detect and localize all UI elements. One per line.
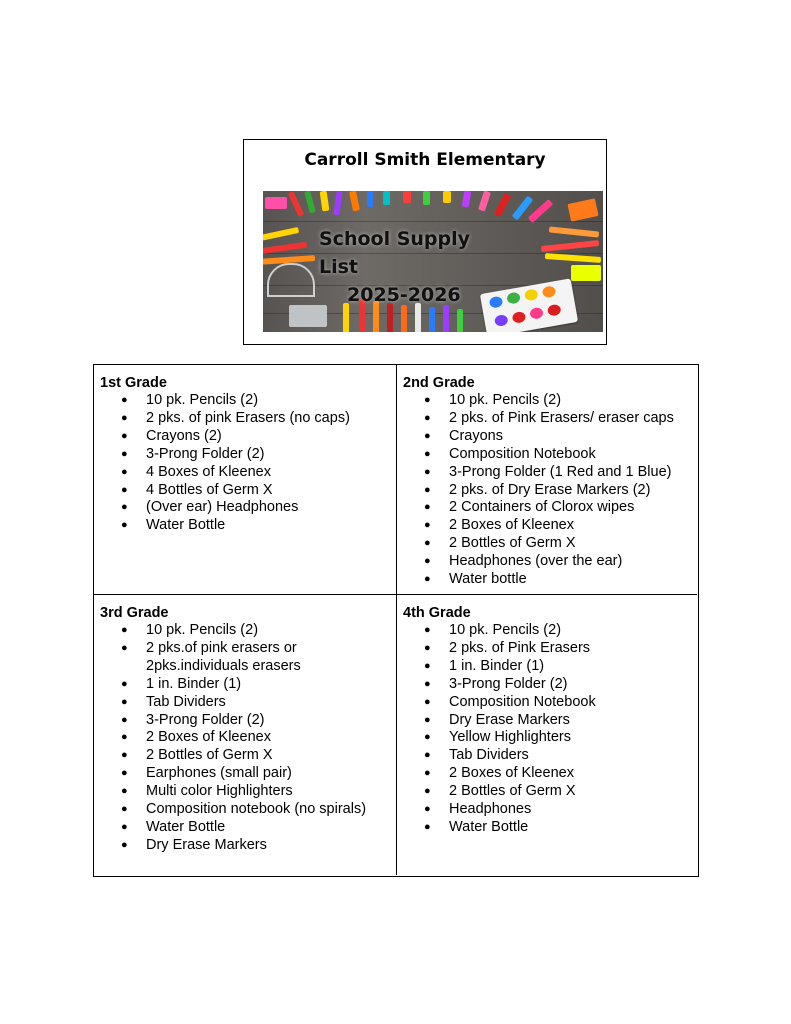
- list-item: ● 10 pk. Pencils (2): [100, 622, 396, 640]
- pencil-decoration: [320, 191, 330, 211]
- list-item: ● Water Bottle: [100, 819, 396, 837]
- list-item: ● Crayons: [403, 428, 697, 446]
- list-item: ● 2 pks. of Pink Erasers/ eraser caps: [403, 410, 697, 428]
- list-item: ● 4 Boxes of Kleenex: [100, 464, 396, 482]
- banner-title: [319, 225, 509, 309]
- pencil-decoration: [423, 191, 430, 205]
- grade-cell-3rd: [94, 594, 396, 875]
- list-item: ● Dry Erase Markers: [403, 712, 697, 730]
- list-item: ● (Over ear) Headphones: [100, 499, 396, 517]
- list-item: ● Dry Erase Markers: [100, 837, 396, 855]
- banner-image: [263, 191, 603, 332]
- list-item: ● Tab Dividers: [100, 694, 396, 712]
- list-item: ● 2 Boxes of Kleenex: [403, 517, 697, 535]
- pencil-decoration: [443, 305, 449, 332]
- list-item: ● 2 Bottles of Germ X: [403, 783, 697, 801]
- pencil-decoration: [567, 198, 598, 221]
- pencil-decoration: [401, 305, 407, 332]
- list-item: ● 2 Boxes of Kleenex: [403, 765, 697, 783]
- list-item: ● 1 in. Binder (1): [403, 658, 697, 676]
- pencil-decoration: [349, 191, 360, 212]
- list-item: ● 2 Bottles of Germ X: [100, 747, 396, 765]
- list-item: ● 10 pk. Pencils (2): [403, 392, 697, 410]
- pencil-decoration: [549, 226, 599, 237]
- pencil-decoration: [265, 197, 287, 209]
- grade-title: 3rd Grade: [100, 605, 169, 621]
- pencil-decoration: [429, 307, 435, 332]
- list-item-text-continuation: 2pks.individuals erasers: [146, 657, 301, 674]
- banner-title-line-2: 2025-2026: [347, 284, 461, 306]
- list-item: ● 3-Prong Folder (2): [100, 446, 396, 464]
- pencil-decoration: [288, 191, 304, 217]
- pencil-decoration: [462, 191, 472, 207]
- pencil-decoration: [304, 191, 315, 213]
- grade-title: 2nd Grade: [403, 375, 475, 391]
- protractor-decoration: [267, 263, 315, 297]
- list-item: ● 3-Prong Folder (1 Red and 1 Blue): [403, 464, 697, 482]
- pencil-decoration: [457, 309, 463, 332]
- list-item: ● Composition Notebook: [403, 694, 697, 712]
- pencil-decoration: [541, 240, 599, 252]
- list-item: ● Water Bottle: [403, 819, 697, 837]
- pencil-decoration: [443, 191, 451, 203]
- list-item: ● Yellow Highlighters: [403, 729, 697, 747]
- list-item: ● Crayons (2): [100, 428, 396, 446]
- list-item: ● Earphones (small pair): [100, 765, 396, 783]
- grade-cell-1st: [94, 365, 396, 594]
- sticky-note-decoration: [571, 265, 601, 281]
- pencil-decoration: [403, 191, 411, 203]
- banner-title-line-1: School Supply List: [319, 228, 471, 278]
- supply-list: [403, 622, 697, 837]
- pencil-decoration: [478, 191, 491, 212]
- list-item: ● Headphones (over the ear): [403, 553, 697, 571]
- list-item: ● 2 pks. of pink Erasers (no caps): [100, 410, 396, 428]
- list-item: ● 3-Prong Folder (2): [100, 712, 396, 730]
- list-item-text: 2 pks.of pink erasers or: [146, 639, 297, 656]
- list-item: ● 2 Boxes of Kleenex: [100, 729, 396, 747]
- list-item: ● Tab Dividers: [403, 747, 697, 765]
- list-item: ● 3-Prong Folder (2): [403, 676, 697, 694]
- grade-cell-4th: [396, 594, 697, 875]
- grade-cell-2nd: [396, 365, 697, 594]
- list-item: ● Composition notebook (no spirals): [100, 801, 396, 819]
- list-item: ● 10 pk. Pencils (2): [100, 392, 396, 410]
- list-item: ● Multi color Highlighters: [100, 783, 396, 801]
- header-box: [243, 139, 607, 345]
- grade-title: 4th Grade: [403, 605, 471, 621]
- pencil-decoration: [263, 227, 299, 241]
- list-item: ● 4 Bottles of Germ X: [100, 482, 396, 500]
- pencil-decoration: [383, 191, 390, 205]
- list-item: ● Water Bottle: [100, 517, 396, 535]
- list-item: ● 10 pk. Pencils (2): [403, 622, 697, 640]
- list-item: ● 1 in. Binder (1): [100, 676, 396, 694]
- supply-list: [100, 622, 396, 855]
- list-item: ● 2 Containers of Clorox wipes: [403, 499, 697, 517]
- school-name: Carroll Smith Elementary: [304, 150, 546, 170]
- pencil-decoration: [333, 191, 342, 215]
- supply-list: [100, 392, 396, 535]
- list-item: ● Headphones: [403, 801, 697, 819]
- pencil-decoration: [494, 193, 511, 217]
- supply-table: [93, 364, 699, 877]
- list-item: ● 2 pks. of Pink Erasers: [403, 640, 697, 658]
- supply-list: [403, 392, 697, 589]
- pencil-decoration: [528, 199, 553, 223]
- pencil-decoration: [367, 191, 373, 207]
- grade-title: 1st Grade: [100, 375, 167, 391]
- list-item: ● 2 pks. of Dry Erase Markers (2): [403, 482, 697, 500]
- list-item: ● 2 Bottles of Germ X: [403, 535, 697, 553]
- list-item: [100, 640, 396, 676]
- list-item: ● Composition Notebook: [403, 446, 697, 464]
- pencil-decoration: [545, 253, 601, 263]
- list-item: ● Water bottle: [403, 571, 697, 589]
